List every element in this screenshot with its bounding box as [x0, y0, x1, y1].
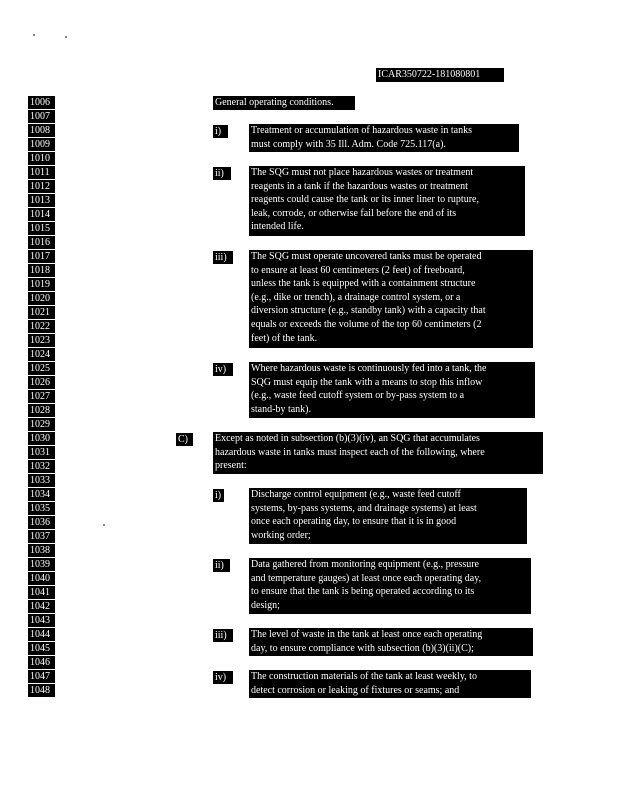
line-number: 1041 — [28, 586, 55, 599]
line-number: 1033 — [28, 474, 55, 487]
text-line: design; — [251, 599, 280, 611]
line-number: 1039 — [28, 558, 55, 571]
text-line: stand-by tank). — [251, 403, 311, 415]
item-text-block — [249, 670, 531, 698]
text-line: to ensure at least 60 centimeters (2 feet) of freeboard, — [251, 264, 465, 276]
text-line: systems, by-pass systems, and drainage systems) at least — [251, 502, 477, 514]
text-line: once each operating day, to ensure that it is in good — [251, 516, 457, 528]
line-number: 1027 — [28, 390, 55, 403]
item-label: iii) — [213, 629, 233, 642]
text-line: The SQG must not place hazardous wastes or treatment — [251, 167, 474, 178]
line-number: 1018 — [28, 264, 55, 277]
line-number: 1012 — [28, 180, 55, 193]
text-line: The construction materials of the tank at least weekly, to — [251, 671, 477, 682]
text-line: feet) of the tank. — [251, 332, 318, 344]
text-line: and temperature gauges) at least once each operating day, — [251, 572, 482, 584]
text-line: unless the tank is equipped with a containment structure — [251, 278, 476, 290]
item-text-block — [249, 124, 519, 152]
item-label: iv) — [213, 363, 233, 376]
subsection-label: C) — [176, 433, 193, 446]
scan-speck — [103, 524, 105, 526]
item-label: i) — [213, 125, 228, 138]
item-text-block — [249, 488, 527, 544]
line-number: 1042 — [28, 600, 55, 613]
line-number: 1019 — [28, 278, 55, 291]
text-line: reagents in a tank if the hazardous wastes or treatment — [251, 180, 468, 192]
subsection-text-block — [213, 432, 543, 474]
text-line: to ensure that the tank is being operated according to its — [251, 586, 475, 598]
text-line: equals or exceeds the volume of the top 60 centimeters (2 — [251, 318, 482, 330]
text-line: (e.g., waste feed cutoff system or by-pass system to a — [251, 390, 465, 402]
line-number: 1013 — [28, 194, 55, 207]
text-line: (e.g., dike or trench), a drainage control system, or a — [251, 291, 461, 303]
line-number: 1021 — [28, 306, 55, 319]
line-number: 1010 — [28, 152, 55, 165]
line-number: 1032 — [28, 460, 55, 473]
scan-speck — [65, 36, 67, 38]
text-line: Data gathered from monitoring equipment (e.g., pressure — [251, 559, 479, 570]
line-number: 1026 — [28, 376, 55, 389]
line-number: 1022 — [28, 320, 55, 333]
line-number: 1016 — [28, 236, 55, 249]
text-line: day, to ensure compliance with subsection (b)(3)(ii)(C); — [251, 642, 474, 654]
line-number: 1015 — [28, 222, 55, 235]
text-line: The level of waste in the tank at least once each operating — [251, 629, 483, 640]
item-text-block — [249, 628, 533, 656]
line-number: 1020 — [28, 292, 55, 305]
line-number: 1046 — [28, 656, 55, 669]
item-text-block — [249, 250, 533, 348]
text-line: detect corrosion or leaking of fixtures or seams; and — [251, 684, 460, 696]
item-label: iii) — [213, 251, 233, 264]
text-line: diversion structure (e.g., standby tank) with a capacity that — [251, 305, 486, 317]
scan-speck — [33, 34, 35, 36]
line-number: 1034 — [28, 488, 55, 501]
text-line: Where hazardous waste is continuously fed into a tank, the — [251, 363, 487, 374]
line-number: 1043 — [28, 614, 55, 627]
line-number: 1007 — [28, 110, 55, 123]
line-number: 1008 — [28, 124, 55, 137]
item-text-block — [249, 558, 531, 614]
line-number: 1011 — [28, 166, 55, 179]
text-line: intended life. — [251, 221, 304, 233]
item-label: i) — [213, 489, 224, 502]
item-label: ii) — [213, 167, 231, 180]
text-line: present: — [215, 460, 247, 472]
text-line: Discharge control equipment (e.g., waste feed cutoff — [251, 489, 461, 500]
text-line: hazardous waste in tanks must inspect each of the following, where — [215, 446, 485, 458]
text-line: Treatment or accumulation of hazardous waste in tanks — [251, 125, 472, 136]
line-number: 1035 — [28, 502, 55, 515]
text-line: leak, corrode, or otherwise fail before the end of its — [251, 207, 457, 219]
line-number: 1040 — [28, 572, 55, 585]
item-label: iv) — [213, 671, 233, 684]
line-number: 1030 — [28, 432, 55, 445]
text-line: Except as noted in subsection (b)(3)(iv), an SQG that accumulates — [215, 433, 480, 444]
line-number: 1044 — [28, 628, 55, 641]
line-number: 1017 — [28, 250, 55, 263]
line-number: 1047 — [28, 670, 55, 683]
line-number: 1028 — [28, 404, 55, 417]
line-number: 1037 — [28, 530, 55, 543]
section-heading — [213, 96, 355, 110]
item-label: ii) — [213, 559, 230, 572]
line-number: 1045 — [28, 642, 55, 655]
line-number: 1048 — [28, 684, 55, 697]
line-number: 1014 — [28, 208, 55, 221]
line-number: 1036 — [28, 516, 55, 529]
text-line: must comply with 35 Ill. Adm. Code 725.117(a). — [251, 138, 446, 150]
item-text-block — [249, 166, 525, 236]
heading-text: General operating conditions. — [215, 97, 334, 108]
line-number: 1006 — [28, 96, 55, 109]
line-number: 1038 — [28, 544, 55, 557]
text-line: The SQG must operate uncovered tanks must be operated — [251, 251, 482, 262]
line-number: 1029 — [28, 418, 55, 431]
line-number: 1009 — [28, 138, 55, 151]
line-number: 1031 — [28, 446, 55, 459]
item-text-block — [249, 362, 535, 418]
line-number: 1025 — [28, 362, 55, 375]
line-number: 1024 — [28, 348, 55, 361]
document-id-header: ICAR350722-181080801 — [376, 68, 504, 82]
text-line: SQG must equip the tank with a means to stop this inflow — [251, 376, 483, 388]
text-line: reagents could cause the tank or its inner liner to rupture, — [251, 194, 479, 206]
line-number: 1023 — [28, 334, 55, 347]
text-line: working order; — [251, 529, 311, 541]
